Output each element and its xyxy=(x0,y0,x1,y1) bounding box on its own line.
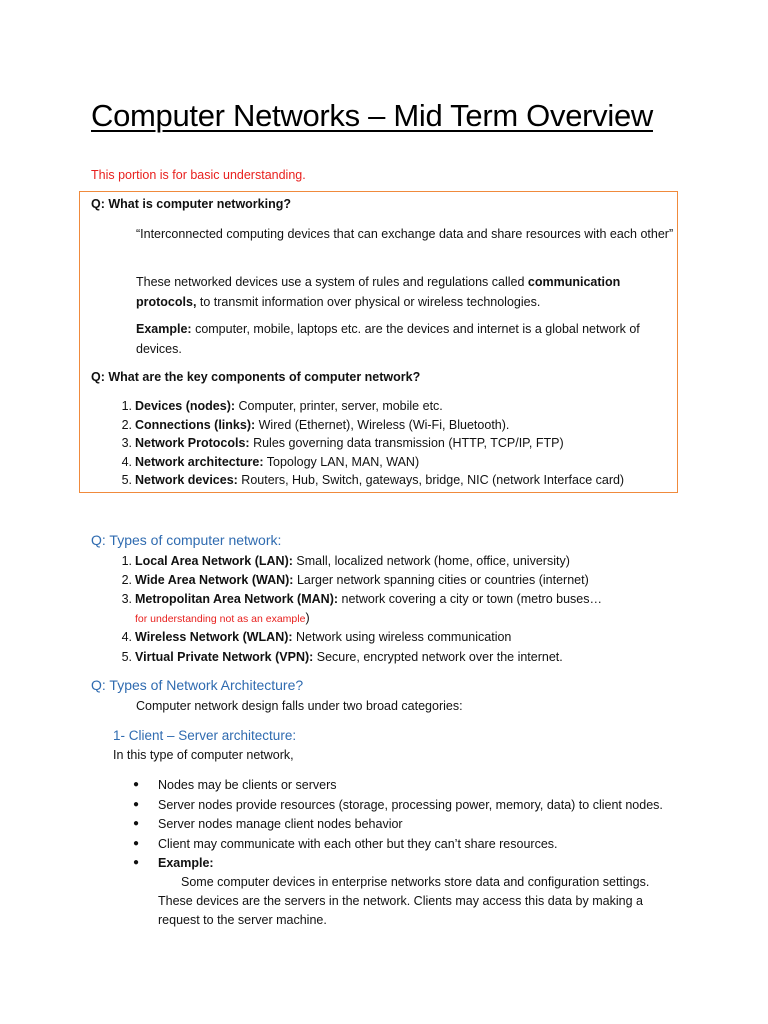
types-list xyxy=(110,552,670,667)
list-label: Network Protocols: xyxy=(135,436,250,450)
bullet-text: Server nodes provide resources (storage, processing power, memory, data) to client nodes. xyxy=(158,798,663,812)
example-label: Example: xyxy=(158,856,214,870)
list-text: Small, localized network (home, office, university) xyxy=(292,554,570,568)
bullet-text: Server nodes manage client nodes behavior xyxy=(158,817,403,831)
list-number: 2. xyxy=(121,573,132,587)
components-list xyxy=(110,397,670,492)
bullet-text: Client may communicate with each other but they can’t share resources. xyxy=(158,837,558,851)
example-line: These devices are the servers in the network. Clients may access this data by making a xyxy=(158,894,643,908)
types-heading: Q: Types of computer network: xyxy=(91,532,282,548)
list-number: 5. xyxy=(121,650,132,664)
list-number: 4. xyxy=(121,630,132,644)
list-text: Routers, Hub, Switch, gateways, bridge, NIC (network Interface card) xyxy=(237,473,625,487)
definition-quote: “Interconnected computing devices that can exchange data and share resources with each other” xyxy=(136,227,674,241)
list-number: 1. xyxy=(121,554,132,568)
list-label: Network devices: xyxy=(135,473,238,487)
bullet-text: Nodes may be clients or servers xyxy=(158,778,337,792)
page-title: Computer Networks – Mid Term Overview xyxy=(91,98,653,133)
example-line: Some computer devices in enterprise networks store data and configuration settings. xyxy=(181,875,650,889)
list-text: Wired (Ethernet), Wireless (Wi-Fi, Bluetooth). xyxy=(255,417,510,432)
list-label: Virtual Private Network (VPN): xyxy=(135,650,314,664)
client-server-intro: In this type of computer network, xyxy=(113,748,294,762)
client-server-heading: 1- Client – Server architecture: xyxy=(113,728,297,743)
closing-paren: ) xyxy=(305,611,310,625)
list-label: Connections (links): xyxy=(135,417,256,432)
list-number: 2. xyxy=(121,417,132,432)
list-label: Metropolitan Area Network (MAN): xyxy=(135,592,339,606)
list-text: Computer, printer, server, mobile etc. xyxy=(235,399,443,413)
list-label: Devices (nodes): xyxy=(135,399,236,413)
architecture-heading: Q: Types of Network Architecture? xyxy=(91,677,304,693)
list-text: Network using wireless communication xyxy=(292,630,512,644)
list-label: Local Area Network (LAN): xyxy=(135,554,293,568)
example-line: request to the server machine. xyxy=(158,913,327,927)
bullet-icon: ● xyxy=(133,857,140,868)
protocols-paragraph xyxy=(136,272,681,312)
list-label: Wide Area Network (WAN): xyxy=(135,573,294,587)
list-number: 1. xyxy=(121,399,132,413)
list-label: Network architecture: xyxy=(135,454,264,469)
protocols-bold: communication protocols, xyxy=(136,275,621,309)
red-note: for understanding not as an example xyxy=(135,613,306,625)
list-number: 3. xyxy=(121,592,132,606)
question-networking: Q: What is computer networking? xyxy=(91,197,292,211)
bullet-icon: ● xyxy=(133,818,140,829)
protocols-text-after: to transmit information over physical or wireless technologies. xyxy=(196,295,541,309)
example-label: Example: xyxy=(136,322,192,336)
example-paragraph xyxy=(136,319,681,359)
list-number: 5. xyxy=(121,473,132,487)
bullet-icon: ● xyxy=(133,799,140,810)
example-text: computer, mobile, laptops etc. are the devices and internet is a global network of devices. xyxy=(136,322,640,356)
list-label: Wireless Network (WLAN): xyxy=(135,630,293,644)
question-components: Q: What are the key components of computer network? xyxy=(91,370,421,384)
bullet-icon: ● xyxy=(133,838,140,849)
list-text: Topology LAN, MAN, WAN) xyxy=(263,454,420,469)
list-text: Secure, encrypted network over the internet. xyxy=(313,650,563,664)
bullet-icon: ● xyxy=(133,779,140,790)
list-text: network covering a city or town (metro buses… xyxy=(338,592,603,606)
list-text: Larger network spanning cities or countries (internet) xyxy=(293,573,589,587)
list-number: 3. xyxy=(121,436,132,450)
protocols-text-before: These networked devices use a system of rules and regulations called xyxy=(136,275,528,289)
client-server-bullets xyxy=(133,776,693,936)
note-text: This portion is for basic understanding. xyxy=(91,168,306,182)
list-text: Rules governing data transmission (HTTP, TCP/IP, FTP) xyxy=(249,436,564,450)
list-number: 4. xyxy=(121,454,132,469)
architecture-intro: Computer network design falls under two broad categories: xyxy=(136,699,463,713)
